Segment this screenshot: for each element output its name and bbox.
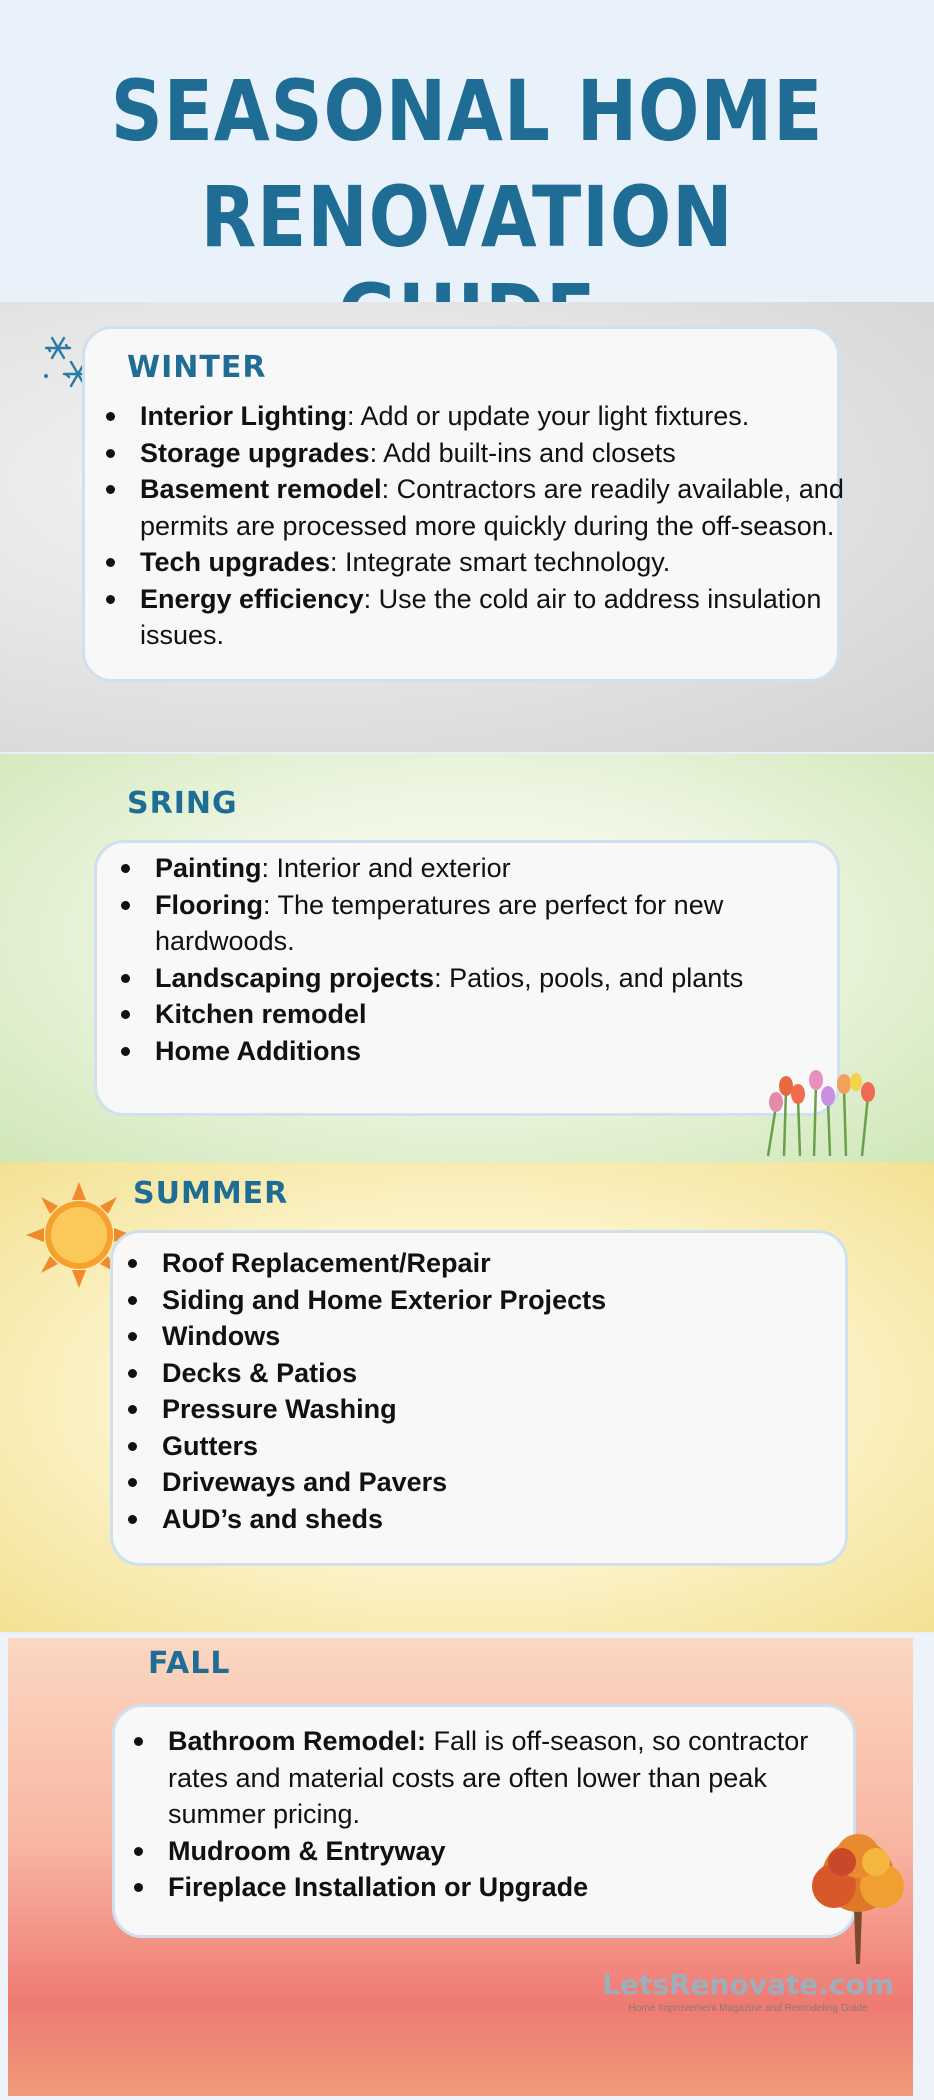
item-title: Roof Replacement/Repair bbox=[162, 1248, 491, 1278]
summer-list-item bbox=[124, 1391, 824, 1428]
logo-tagline: Home Improvement Magazine and Remodeling Guide bbox=[628, 2003, 868, 2014]
item-title: Fireplace Installation or Upgrade bbox=[168, 1872, 589, 1902]
spring-list-item bbox=[117, 887, 827, 960]
spring-section bbox=[0, 754, 934, 1162]
summer-list-item bbox=[124, 1318, 824, 1355]
item-title: Pressure Washing bbox=[162, 1394, 397, 1424]
item-title: Home Additions bbox=[155, 1035, 361, 1066]
item-description: : Interior and exterior bbox=[261, 853, 511, 883]
fall-list-item bbox=[130, 1869, 850, 1906]
winter-section bbox=[0, 302, 934, 752]
summer-heading: SUMMER bbox=[133, 1176, 289, 1211]
fall-background bbox=[8, 1638, 913, 2096]
item-description: : Add built-ins and closets bbox=[369, 437, 676, 468]
summer-section bbox=[0, 1162, 934, 1632]
item-description: : The temperatures are perfect for new hardwoods. bbox=[155, 889, 724, 956]
item-title: Tech upgrades bbox=[140, 547, 331, 577]
item-title: Bathroom Remodel: bbox=[168, 1726, 427, 1756]
item-description: : Integrate smart technology. bbox=[330, 547, 671, 577]
winter-heading: WINTER bbox=[127, 350, 267, 385]
summer-list-item bbox=[124, 1428, 824, 1465]
summer-list-item bbox=[124, 1355, 824, 1392]
item-description: : Use the cold air to address insulation issues. bbox=[140, 583, 822, 650]
item-title: Flooring bbox=[155, 889, 263, 920]
item-title: Mudroom & Entryway bbox=[168, 1835, 446, 1866]
fall-section bbox=[0, 1634, 934, 2100]
item-title: Siding and Home Exterior Projects bbox=[162, 1284, 607, 1315]
header bbox=[0, 0, 934, 302]
winter-list bbox=[102, 398, 862, 654]
page-title-line-1: SEASONAL HOME bbox=[110, 62, 824, 160]
item-title: Interior Lighting bbox=[140, 401, 347, 431]
spring-list-item bbox=[117, 850, 827, 887]
item-title: Driveways and Pavers bbox=[162, 1467, 448, 1497]
summer-list-item bbox=[124, 1245, 824, 1282]
fall-heading: FALL bbox=[148, 1646, 231, 1681]
item-description: : Add or update your light fixtures. bbox=[346, 401, 750, 431]
tulips-icon bbox=[748, 1064, 888, 1159]
winter-list-item bbox=[102, 471, 862, 544]
logo bbox=[598, 1968, 898, 2014]
item-description: : Contractors are readily available, and permits are processed more quickly during the off-season. bbox=[140, 474, 844, 541]
spring-list-item bbox=[117, 1033, 827, 1070]
item-title: Painting bbox=[155, 853, 262, 883]
item-description: Fall is off-season, so contractor rates and material costs are often lower than peak summer pricing. bbox=[168, 1726, 809, 1829]
spring-heading: SRING bbox=[127, 786, 238, 821]
item-title: Basement remodel bbox=[140, 474, 382, 504]
item-title: Windows bbox=[162, 1321, 281, 1351]
item-title: AUD’s and sheds bbox=[162, 1503, 384, 1534]
item-title: Gutters bbox=[162, 1430, 259, 1461]
spring-list-item bbox=[117, 996, 827, 1033]
item-title: Landscaping projects bbox=[155, 962, 435, 993]
winter-list-item bbox=[102, 544, 862, 581]
autumn-tree-icon bbox=[798, 1828, 913, 1968]
fall-list bbox=[130, 1723, 850, 1906]
summer-list-item bbox=[124, 1501, 824, 1538]
summer-list-item bbox=[124, 1464, 824, 1501]
spring-list bbox=[117, 850, 827, 1069]
summer-list bbox=[124, 1245, 824, 1537]
item-title: Storage upgrades bbox=[140, 437, 370, 468]
page-title-line-2: RENOVATION bbox=[200, 168, 734, 266]
summer-list-item bbox=[124, 1282, 824, 1319]
fall-list-item bbox=[130, 1833, 850, 1870]
winter-list-item bbox=[102, 581, 862, 654]
item-title: Kitchen remodel bbox=[155, 999, 367, 1029]
item-title: Decks & Patios bbox=[162, 1357, 358, 1388]
logo-name: LetsRenovate.com bbox=[602, 1968, 894, 2001]
winter-list-item bbox=[102, 398, 862, 435]
item-title: Energy efficiency bbox=[140, 583, 364, 614]
spring-list-item bbox=[117, 960, 827, 997]
winter-list-item bbox=[102, 435, 862, 472]
fall-list-item bbox=[130, 1723, 850, 1833]
item-description: : Patios, pools, and plants bbox=[434, 962, 744, 993]
